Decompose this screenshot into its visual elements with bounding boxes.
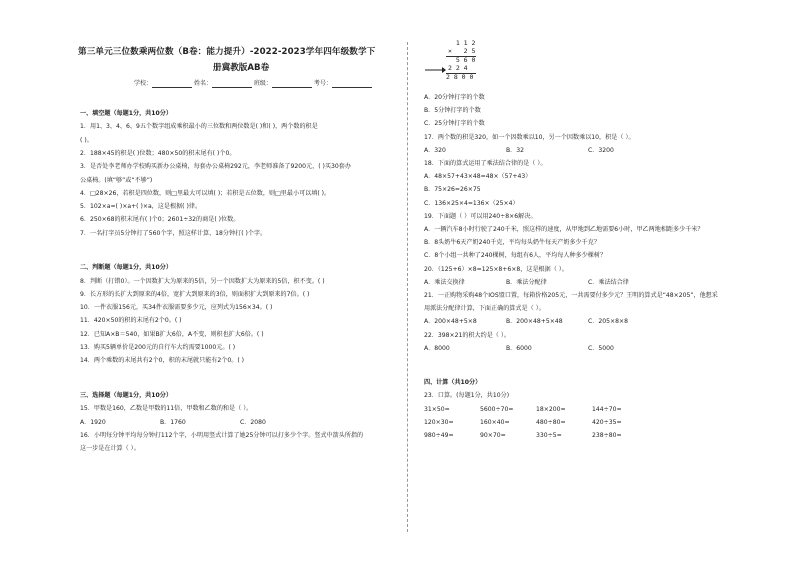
choice-option[interactable]: A．1920: [80, 418, 106, 426]
question-line: 3．是否处李老师办学校购买新办公桌椅，每套办公桌椅292元，李老师准备了9200元，( )买30套办: [80, 163, 351, 171]
question-line: 18．下面的算式运用了乘法结合律的是（ ）。: [424, 160, 547, 167]
question-line: 14．两个乘数的末尾共有2个0，积的末尾就只能有2个0。( ): [80, 357, 245, 365]
class-label: 班级：: [253, 80, 272, 87]
choice-option[interactable]: C．5000: [588, 344, 614, 352]
question-line: 公桌椅。(填“够”或“不够”): [80, 176, 153, 184]
question-line: 11．420×50的积的末尾有2个0。( ): [80, 317, 182, 325]
question-line: 10．一件衣服156元，买34件衣服需要多少元，应列式为156×34。( ): [80, 304, 273, 312]
calc-item: 5600÷70=: [480, 405, 514, 413]
choice-option[interactable]: B．6000: [506, 344, 532, 352]
student-info-row: [134, 80, 372, 88]
choice-option[interactable]: B．1760: [160, 418, 186, 426]
name-label: 姓名：: [193, 80, 212, 87]
calc-item: 31×50=: [424, 405, 450, 413]
calc-item: 120×30=: [424, 418, 454, 426]
question-line: A．一辆汽车8小时行驶了240千米，照这样的速度，从甲地到乙地需要6小时，甲乙两地相距多少千米？: [424, 226, 704, 233]
column-divider: [407, 42, 408, 532]
vertical-multiplication: [424, 40, 484, 85]
calc-item: 420÷35=: [592, 418, 622, 426]
question-line: 7．一名打字员5分钟打了560个字，照这样计算，18分钟打( )个字。: [80, 229, 267, 237]
question-line: 5．102×a=( )×a+( )×a，这是根据( )律。: [80, 203, 202, 211]
question-line: ( )。: [80, 136, 93, 144]
choice-option[interactable]: A．8000: [424, 344, 450, 352]
question-line: B．8头奶牛6天产奶240千克，平均每头奶牛每天产奶多少千克？: [424, 239, 600, 247]
school-field[interactable]: [152, 80, 192, 88]
question-line: 19．下面题（ ）可以用240÷8×6解决。: [424, 212, 537, 220]
question-line: 17．两个数的积是320，如一个因数乘以10，另一个因数乘以10，积是（ ）。: [424, 133, 635, 141]
choice-option[interactable]: C．205×8×8: [588, 318, 628, 326]
question-line: 21．一正购物采购48个IOS盟口置，每箱价格205元，一共需要付多少元？王明的算式是“48×205”，他想采: [424, 292, 718, 299]
vm-row-1: 1 1 2: [448, 39, 476, 47]
question-line: 8．判断（打错0）。一个因数扩大为原来的5倍，另一个因数扩大为原来的5倍，积不变。( ): [80, 277, 325, 285]
section-heading: 三、选择题（每题1分，共10分）: [80, 391, 172, 399]
name-field[interactable]: [212, 80, 252, 88]
vm-row-2: × 2 5: [448, 47, 476, 55]
vm-row-5: 2 8 0 0: [446, 73, 474, 81]
page-title-line-1: 第三单元三位数乘两位数（B卷：能力提升）-2022-2023学年四年级数学下: [78, 47, 376, 57]
question-line: 2．188×45的积是( )位数；480×50的积末尾有( )个0。: [80, 149, 236, 157]
question-line: 16．小明每分钟平均每分钟打112个字，小明用竖式计算了她25分钟可以打多少个字。竖式中箭头所指的: [80, 431, 364, 439]
choice-option[interactable]: B．200×48+5×48: [506, 318, 563, 326]
choice-option[interactable]: C．3200: [588, 146, 614, 154]
question-line: 13．购买5辆单价是200元的自行车大约需要1000元。( ): [80, 344, 236, 352]
page-title-line-2: 册冀教版AB卷: [213, 63, 270, 73]
choice-option[interactable]: B．乘法分配律: [506, 278, 547, 286]
question-line: A．48×57+43×48=48×（57+43）: [424, 173, 532, 181]
question-line: 9．长方形的长扩大到原来的4倍，宽扩大到原来的3倍，则面积扩大到原来的7倍。( ): [80, 290, 310, 298]
school-label: 学校：: [134, 80, 153, 87]
calc-item: 238÷80=: [592, 431, 622, 439]
choice-option[interactable]: A．乘法交换律: [424, 278, 465, 286]
question-line: B．75×26=26×75: [424, 186, 481, 194]
question-line: 6．250×68的积末尾有( )个0；2601÷32的商是( )位数。: [80, 216, 240, 224]
calc-item: 980÷49=: [424, 431, 454, 439]
exam-no-field[interactable]: [332, 80, 372, 88]
question-line: 1．用1、3、4、6、9五个数字组成乘积最小的三位数和两位数是( )和( )，两个数的积是: [80, 123, 318, 131]
vm-row-4: 2 2 4: [448, 64, 468, 72]
choice-option[interactable]: B．32: [506, 146, 525, 154]
arrow-icon: [424, 66, 446, 74]
section-heading: 四、计算（共10分）: [424, 379, 482, 387]
question-line: 15．甲数是160，乙数是甲数的11倍，甲数和乙数的和是（ ）。: [80, 405, 253, 413]
question-line: 12．已知A×B＝540，如果B扩大6倍，A不变，则积也扩大6倍。( ): [80, 330, 264, 338]
choice-option[interactable]: A．320: [424, 146, 446, 154]
question-line: 用派法分配律计算，下面正确的算式是（ ）。: [424, 305, 545, 313]
question-line: 22．398×21的积大约是（ ）。: [424, 331, 510, 339]
choice-option[interactable]: C．2080: [240, 418, 266, 426]
calc-item: 90×70=: [480, 431, 506, 439]
calc-item: 18×200=: [536, 405, 566, 413]
calc-item: 480÷80=: [536, 418, 566, 426]
question-line: C．136×25×4=136×（25×4）: [424, 199, 519, 207]
section-heading: 二、判断题（每题1分，共10分）: [80, 264, 172, 272]
calc-item: 160×40=: [480, 418, 510, 426]
question-line: C．25分钟打字的个数: [424, 120, 485, 128]
question-line: 这一步是在计算（ ）。: [80, 445, 140, 453]
question-line: 4．□28×26，若积是四位数，则□里最大可以填( )；若积是五位数，则□里最小可以填( )。: [80, 189, 331, 197]
class-field[interactable]: [272, 80, 312, 88]
question-line: B．5分钟打字的个数: [424, 107, 481, 115]
vm-row-3: 5 6 0: [448, 56, 476, 64]
question-line: 20．（125+6）×8=125×8+6×8，这是根据（ ）。: [424, 265, 568, 273]
choice-option[interactable]: A．200×48+5×8: [424, 318, 477, 326]
exam-no-label: 考号：: [313, 80, 332, 87]
calc-item: 330÷5=: [536, 431, 562, 439]
question-line: A．20分钟打字的个数: [424, 94, 485, 101]
calc-item: 144÷70=: [592, 405, 622, 413]
choice-option[interactable]: C．乘法结合律: [588, 278, 629, 286]
section-heading: 一、填空题（每题1分，共10分）: [80, 110, 172, 117]
question-line: 23．口算。(每题1分，共10分): [424, 392, 510, 400]
question-line: C．8个小组一共种了240棵树，每组有6人，平均每人种多少棵树？: [424, 252, 607, 260]
